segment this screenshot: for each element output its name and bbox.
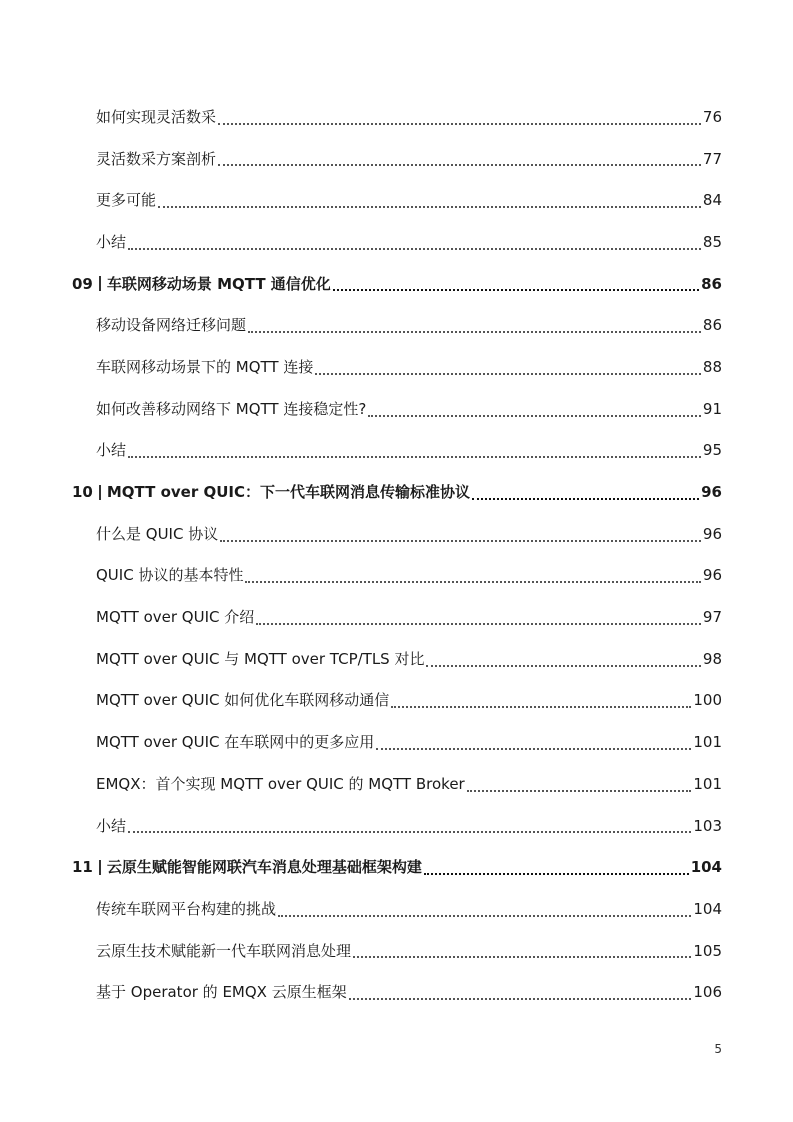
toc-entry-title: 云原生技术赋能新一代车联网消息处理 bbox=[96, 941, 352, 960]
toc-entry-page: 84 bbox=[702, 191, 722, 210]
toc-entry-title: 传统车联网平台构建的挑战 bbox=[96, 899, 277, 918]
chapter-separator bbox=[99, 485, 101, 500]
toc-section-entry[interactable] bbox=[72, 638, 722, 680]
toc-entry-page: 96 bbox=[702, 566, 722, 585]
dot-leader bbox=[128, 456, 701, 458]
dot-leader bbox=[220, 540, 701, 542]
toc-entry-page: 101 bbox=[693, 733, 722, 752]
toc-section-entry[interactable] bbox=[72, 888, 722, 930]
toc-entry-page: 77 bbox=[702, 149, 722, 168]
toc-entry-page: 85 bbox=[702, 232, 722, 251]
toc-chapter-entry[interactable] bbox=[72, 846, 722, 888]
dot-leader bbox=[245, 581, 700, 583]
toc-entry-title: MQTT over QUIC：下一代车联网消息传输标准协议 bbox=[106, 483, 470, 502]
chapter-number: 11 bbox=[72, 858, 93, 877]
toc-section-entry[interactable] bbox=[72, 221, 722, 263]
toc-entry-page: 101 bbox=[693, 774, 722, 793]
dot-leader bbox=[467, 790, 692, 792]
dot-leader bbox=[391, 706, 691, 708]
toc-section-entry[interactable] bbox=[72, 138, 722, 180]
chapter-number: 10 bbox=[72, 483, 93, 502]
dot-leader bbox=[128, 831, 691, 833]
chapter-number: 09 bbox=[72, 274, 93, 293]
dot-leader bbox=[218, 164, 701, 166]
dot-leader bbox=[158, 206, 701, 208]
toc-entry-title: MQTT over QUIC 与 MQTT over TCP/TLS 对比 bbox=[96, 649, 425, 668]
toc-entry-page: 103 bbox=[693, 816, 722, 835]
page-number: 5 bbox=[714, 1042, 722, 1056]
toc-section-entry[interactable] bbox=[72, 346, 722, 388]
chapter-separator bbox=[99, 860, 101, 875]
dot-leader bbox=[349, 998, 692, 1000]
toc-entry-title: 车联网移动场景下的 MQTT 连接 bbox=[96, 357, 314, 376]
toc-entry-title: 小结 bbox=[96, 232, 127, 251]
toc-section-entry[interactable] bbox=[72, 721, 722, 763]
dot-leader bbox=[315, 373, 701, 375]
toc-entry-page: 104 bbox=[690, 858, 722, 877]
toc-entry-title: 什么是 QUIC 协议 bbox=[96, 524, 219, 543]
toc-section-entry[interactable] bbox=[72, 513, 722, 555]
toc-entry-page: 86 bbox=[702, 316, 722, 335]
toc-section-entry[interactable] bbox=[72, 96, 722, 138]
table-of-contents bbox=[72, 96, 722, 1013]
dot-leader bbox=[256, 623, 701, 625]
toc-entry-title: MQTT over QUIC 介绍 bbox=[96, 608, 255, 627]
toc-entry-title: 基于 Operator 的 EMQX 云原生框架 bbox=[96, 983, 347, 1002]
toc-entry-title: 如何改善移动网络下 MQTT 连接稳定性? bbox=[96, 399, 367, 418]
toc-entry-page: 104 bbox=[693, 899, 722, 918]
toc-section-entry[interactable] bbox=[72, 430, 722, 472]
toc-entry-title: 如何实现灵活数采 bbox=[96, 107, 217, 126]
toc-entry-page: 98 bbox=[702, 649, 722, 668]
toc-entry-page: 105 bbox=[693, 941, 722, 960]
toc-entry-page: 91 bbox=[702, 399, 722, 418]
dot-leader bbox=[368, 415, 701, 417]
toc-entry-title: 云原生赋能智能网联汽车消息处理基础框架构建 bbox=[106, 858, 422, 877]
toc-section-entry[interactable] bbox=[72, 555, 722, 597]
toc-section-entry[interactable] bbox=[72, 388, 722, 430]
toc-section-entry[interactable] bbox=[72, 179, 722, 221]
toc-chapter-entry[interactable] bbox=[72, 471, 722, 513]
toc-entry-title: 小结 bbox=[96, 441, 127, 460]
toc-entry-page: 95 bbox=[702, 441, 722, 460]
chapter-separator bbox=[99, 276, 101, 291]
toc-entry-title: 更多可能 bbox=[96, 191, 157, 210]
toc-section-entry[interactable] bbox=[72, 596, 722, 638]
toc-entry-title: 移动设备网络迁移问题 bbox=[96, 316, 247, 335]
dot-leader bbox=[472, 498, 699, 500]
toc-entry-page: 76 bbox=[702, 107, 722, 126]
toc-entry-page: 106 bbox=[693, 983, 722, 1002]
dot-leader bbox=[426, 665, 700, 667]
dot-leader bbox=[248, 331, 701, 333]
toc-entry-page: 97 bbox=[702, 608, 722, 627]
toc-chapter-entry[interactable] bbox=[72, 263, 722, 305]
toc-section-entry[interactable] bbox=[72, 971, 722, 1013]
toc-entry-page: 86 bbox=[701, 274, 722, 293]
toc-section-entry[interactable] bbox=[72, 805, 722, 847]
toc-entry-page: 88 bbox=[702, 357, 722, 376]
toc-section-entry[interactable] bbox=[72, 304, 722, 346]
toc-entry-title: MQTT over QUIC 在车联网中的更多应用 bbox=[96, 733, 375, 752]
toc-entry-title: 灵活数采方案剖析 bbox=[96, 149, 217, 168]
dot-leader bbox=[376, 748, 691, 750]
toc-section-entry[interactable] bbox=[72, 680, 722, 722]
dot-leader bbox=[128, 248, 701, 250]
toc-entry-title: EMQX：首个实现 MQTT over QUIC 的 MQTT Broker bbox=[96, 774, 465, 793]
toc-entry-page: 96 bbox=[702, 524, 722, 543]
dot-leader bbox=[424, 873, 689, 875]
toc-entry-title: 车联网移动场景 MQTT 通信优化 bbox=[106, 274, 331, 293]
toc-entry-page: 96 bbox=[701, 483, 722, 502]
toc-section-entry[interactable] bbox=[72, 930, 722, 972]
toc-entry-title: QUIC 协议的基本特性 bbox=[96, 566, 244, 585]
toc-entry-title: MQTT over QUIC 如何优化车联网移动通信 bbox=[96, 691, 390, 710]
dot-leader bbox=[353, 956, 691, 958]
dot-leader bbox=[218, 123, 701, 125]
toc-entry-page: 100 bbox=[693, 691, 722, 710]
dot-leader bbox=[278, 915, 691, 917]
dot-leader bbox=[333, 289, 699, 291]
toc-entry-title: 小结 bbox=[96, 816, 127, 835]
toc-section-entry[interactable] bbox=[72, 763, 722, 805]
